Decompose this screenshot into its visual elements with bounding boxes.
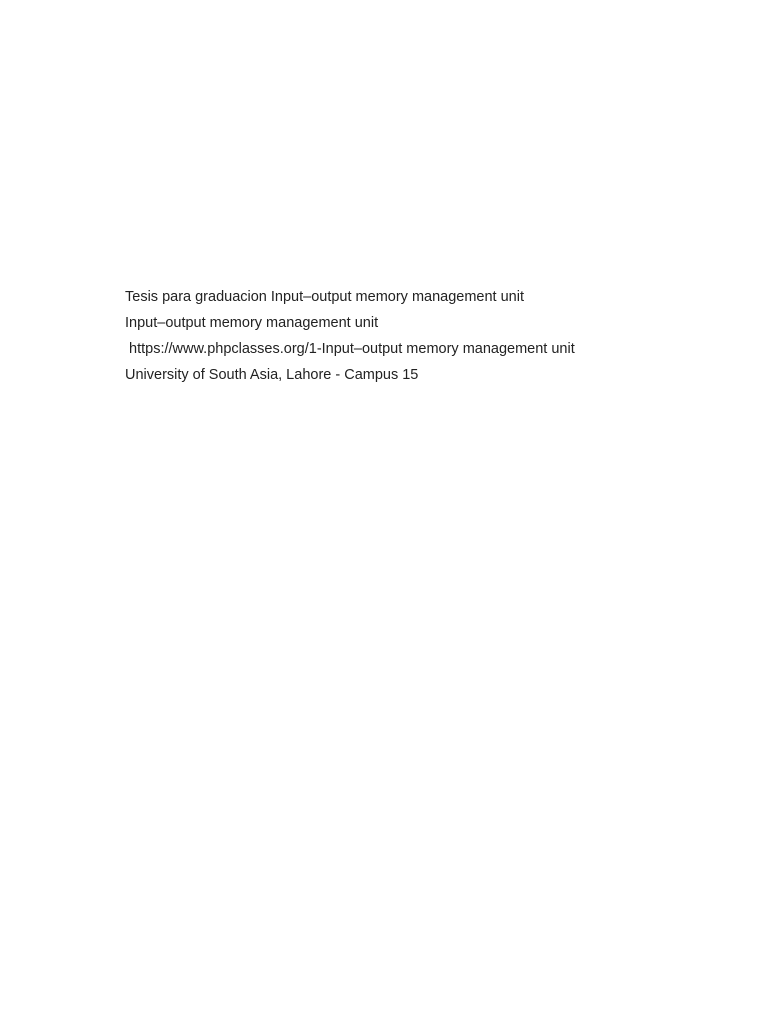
url-line: https://www.phpclasses.org/1-Input–output memory management unit [125,341,575,357]
title-line: Tesis para graduacion Input–output memory management unit [125,289,524,305]
institution-line: University of South Asia, Lahore - Campus 15 [125,367,419,383]
document-text-block [125,284,725,388]
subject-line: Input–output memory management unit [125,315,379,331]
